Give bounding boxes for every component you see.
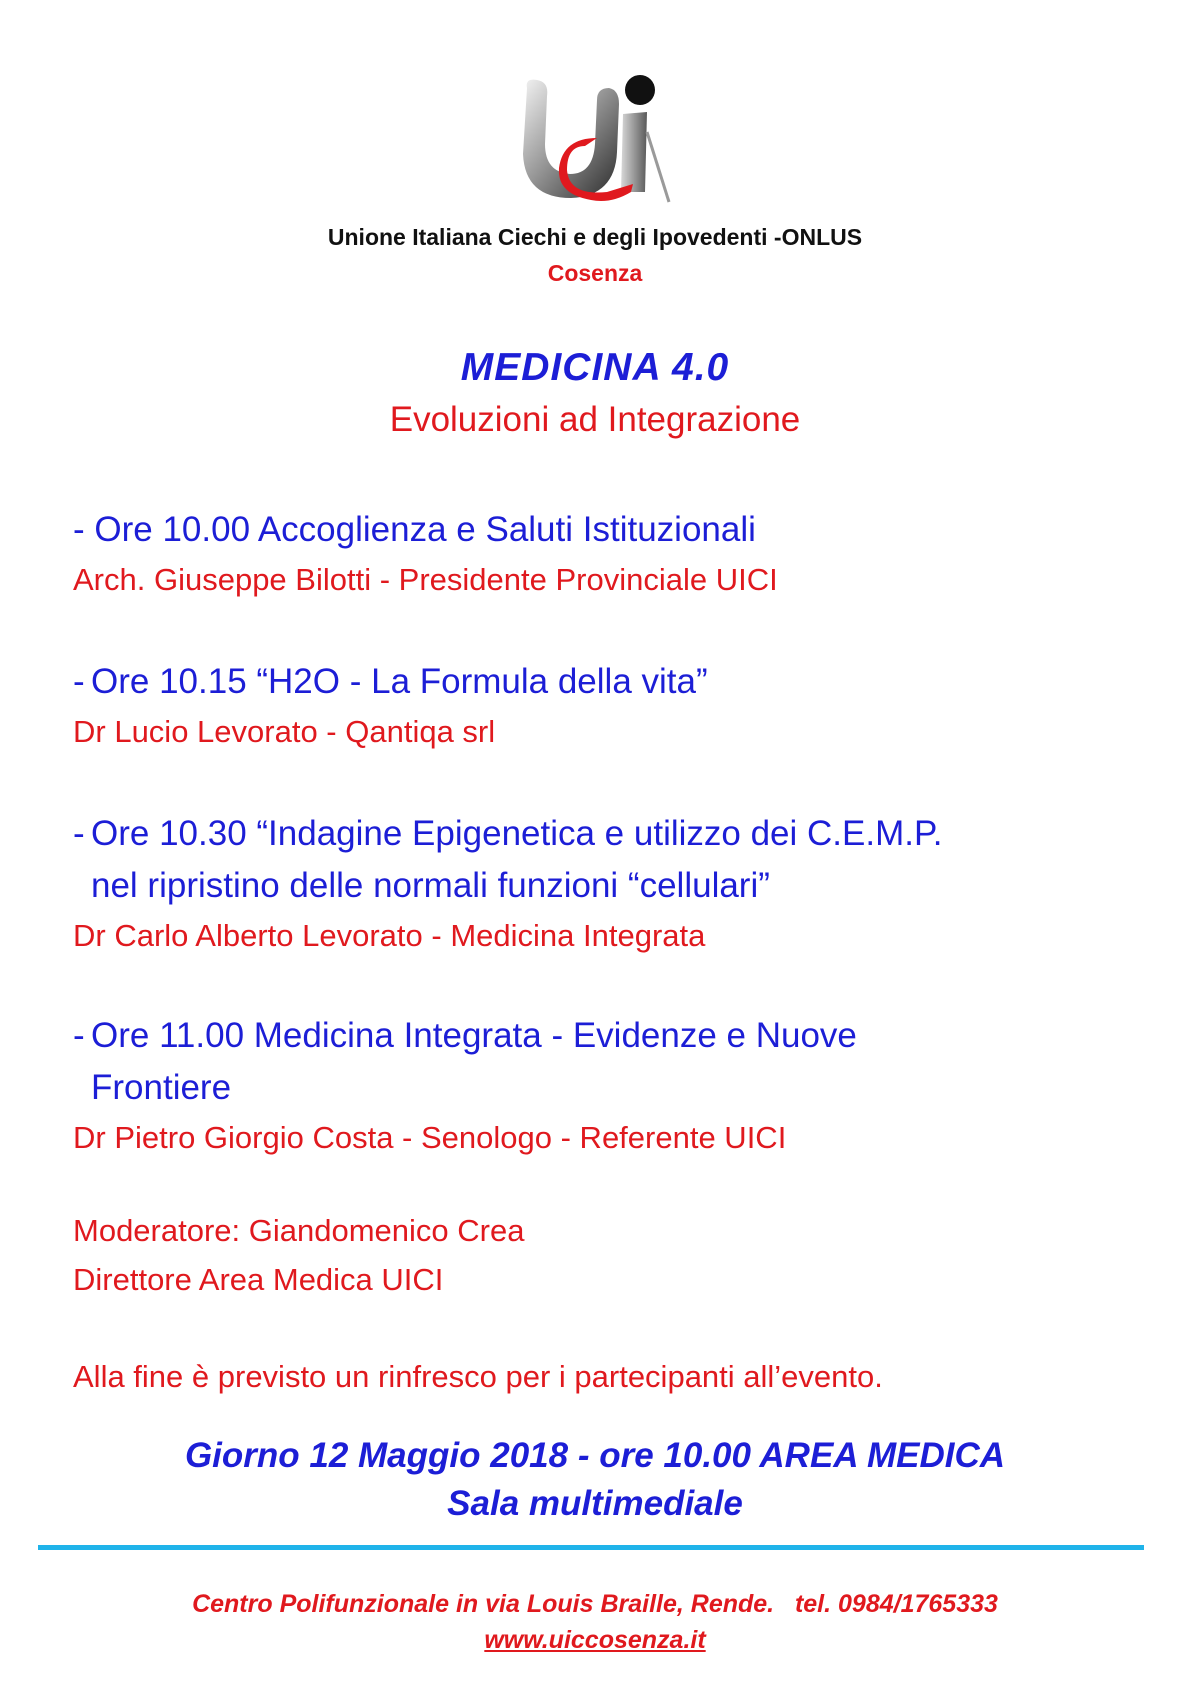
speaker-line: Dr Lucio Levorato - Qantiqa srl xyxy=(73,714,496,749)
program-text: Ore 10.00 Accoglienza e Saluti Istituzionali xyxy=(94,510,756,549)
program-line-continued: Frontiere xyxy=(91,1068,232,1107)
moderator-role: Direttore Area Medica UICI xyxy=(73,1262,444,1297)
program-line xyxy=(73,504,1133,556)
program-line-continued: nel ripristino delle normali funzioni “cellulari” xyxy=(91,866,770,905)
program-line xyxy=(73,1010,1133,1062)
program-line xyxy=(73,808,1133,860)
speaker-line: Arch. Giuseppe Bilotti - Presidente Provinciale UICI xyxy=(73,562,778,597)
program-item xyxy=(73,656,1133,754)
organization-city: Cosenza xyxy=(547,260,643,286)
program-item xyxy=(73,808,1133,958)
speaker-line: Dr Carlo Alberto Levorato - Medicina Integrata xyxy=(73,918,706,953)
event-title: MEDICINA 4.0 xyxy=(460,346,730,389)
program-item xyxy=(73,1010,1133,1160)
event-date: Giorno 12 Maggio 2018 - ore 10.00 AREA MEDICA xyxy=(184,1436,1006,1475)
divider-line xyxy=(38,1545,1144,1550)
uici-logo xyxy=(515,74,685,206)
program-text: Ore 10.30 “Indagine Epigenetica e utilizzo dei C.E.M.P. xyxy=(91,814,943,853)
program-dash: - xyxy=(73,510,95,549)
footer-address: Centro Polifunzionale in via Louis Braille, Rende. tel. 0984/1765333 xyxy=(192,1590,998,1618)
event-subtitle: Evoluzioni ad Integrazione xyxy=(389,400,801,439)
refreshment-note: Alla fine è previsto un rinfresco per i partecipanti all’evento. xyxy=(73,1359,883,1394)
program-dash: - xyxy=(73,1016,85,1055)
program-dash: - xyxy=(73,814,85,853)
program-item xyxy=(73,504,1133,602)
program-dash: - xyxy=(73,662,85,701)
event-room: Sala multimediale xyxy=(447,1484,743,1523)
website-link[interactable]: www.uiccosenza.it xyxy=(484,1626,706,1654)
program-text: Ore 11.00 Medicina Integrata - Evidenze e Nuove xyxy=(91,1016,857,1055)
organization-name: Unione Italiana Ciechi e degli Ipovedenti -ONLUS xyxy=(327,224,863,250)
moderator-name: Moderatore: Giandomenico Crea xyxy=(73,1213,525,1248)
program-line xyxy=(73,656,1133,708)
speaker-line: Dr Pietro Giorgio Costa - Senologo - Referente UICI xyxy=(73,1120,787,1155)
program-text: Ore 10.15 “H2O - La Formula della vita” xyxy=(91,662,708,701)
